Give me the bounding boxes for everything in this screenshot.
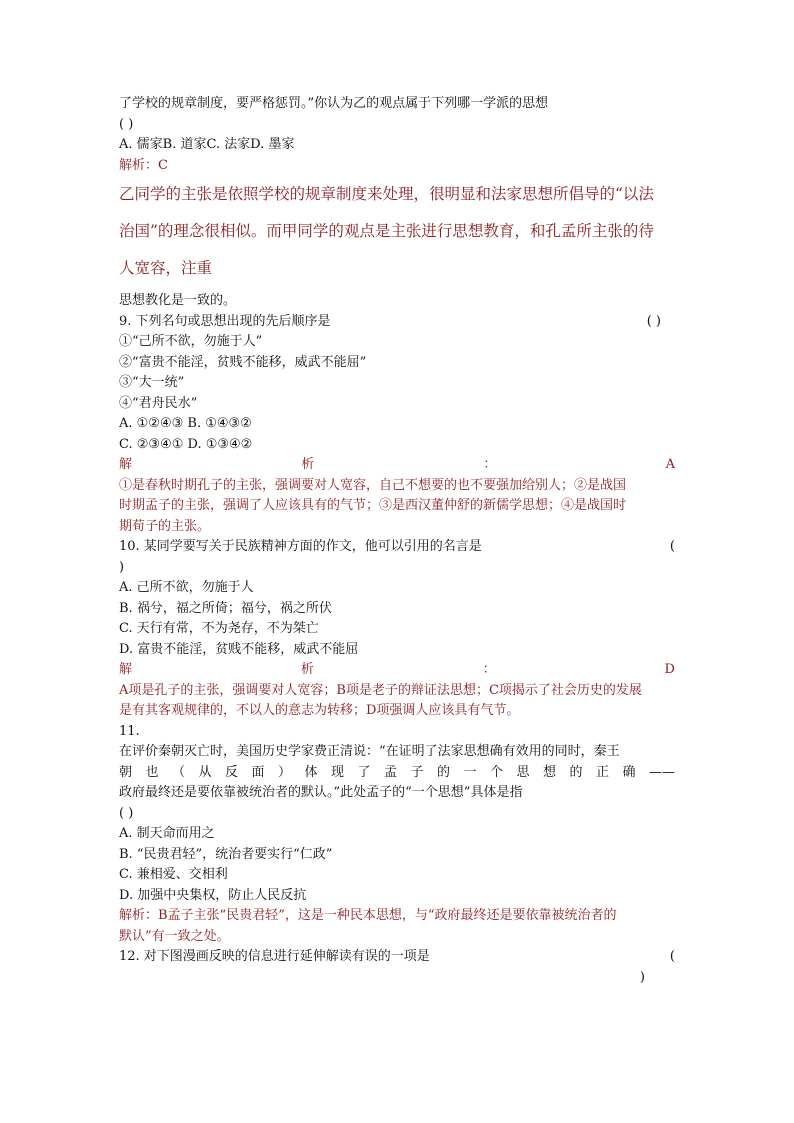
q11-option-c: C. 兼相爱、交相利 xyxy=(119,867,228,882)
q11-number: 11. xyxy=(119,723,140,739)
q10-analysis-char-2: 析 xyxy=(300,662,314,677)
q8-options: A. 儒家B. 道家C. 法家D. 墨家 xyxy=(119,137,295,152)
q12-stem-row xyxy=(119,947,675,968)
q9-answer-paren: ( ) xyxy=(646,313,661,329)
q9-analysis-line-2: 时期孟子的主张，强调了人应该具有的气节；③是西汉董仲舒的新儒学思想；④是战国时 xyxy=(119,498,627,513)
q11-option-b: B. “民贵君轻”，统治者要实行“仁政” xyxy=(119,846,333,862)
q8-analysis-line-2: 治国”的理念很相似。而甲同学的观点是主张进行思想教育，和孔孟所主张的待 xyxy=(119,222,654,240)
q11-stem-char: 一 xyxy=(463,764,477,780)
q11-stem-char: ） xyxy=(278,764,292,780)
q8-stem-tail: 了学校的规章制度，要严格惩罚。”你认为乙的观点属于下列哪一学派的思想 xyxy=(119,96,549,111)
q11-stem-line-2 xyxy=(119,763,675,784)
q11-stem-char: 也 xyxy=(145,764,159,780)
q9-stem-row xyxy=(119,312,675,333)
q9-item-4: ④“君舟民水” xyxy=(119,395,198,411)
q11-analysis-line-2: 默认”有一致之处。 xyxy=(119,928,230,944)
q10-analysis-head xyxy=(119,660,675,681)
q8-analysis-line-3: 人宽容，注重 xyxy=(119,259,213,277)
q10-analysis-colon: ： xyxy=(482,662,496,677)
q10-option-d: D. 富贵不能淫，贫贱不能移，威武不能屈 xyxy=(119,641,359,657)
q11-stem-char: 孟 xyxy=(384,764,398,780)
q9-item-3: ③“大一统” xyxy=(119,375,185,390)
q10-paren-close: ) xyxy=(119,559,125,575)
q9-item-1: ①“己所不欲，勿施于人” xyxy=(119,334,263,349)
q9-analysis-line-1: ①是春秋时期孔子的主张，强调要对人宽容，自己不想要的也不要强加给别人；②是战国 xyxy=(119,477,627,493)
q12-paren-open: ( xyxy=(669,949,675,964)
q9-analysis-head xyxy=(119,455,675,476)
q11-stem-line-1: 在评价秦朝灭亡时，美国历史学家费正清说：“在证明了法家思想确有效用的同时，秦王 xyxy=(119,744,620,759)
q10-paren-open: ( xyxy=(669,539,675,554)
q9-item-2: ②“富贵不能淫，贫贱不能移，威武不能屈” xyxy=(119,354,367,370)
document-content xyxy=(119,94,675,988)
q11-stem-char: 了 xyxy=(357,764,371,780)
q9-analysis-colon: ： xyxy=(483,457,497,472)
q11-stem-char: 子 xyxy=(410,764,424,780)
q11-stem-char: 朝 xyxy=(119,764,133,780)
q11-stem-char: 的 xyxy=(569,764,583,780)
q9-options-1: A. ①②④③ B. ①④③② xyxy=(119,416,252,431)
q10-option-c: C. 天行有常，不为尧存，不为桀亡 xyxy=(119,621,319,636)
q8-analysis-end: 思想教化是一致的。 xyxy=(119,293,237,308)
q9-analysis-answer: A xyxy=(665,457,675,472)
q11-stem-char: 确 xyxy=(622,764,636,780)
q9-analysis-char-1: 解 xyxy=(119,457,133,472)
q10-analysis-char-1: 解 xyxy=(119,662,133,677)
q10-stem-row xyxy=(119,537,675,558)
q8-analysis-line-1: 乙同学的主张是依照学校的规章制度来处理，很明显和法家思想所倡导的“以法 xyxy=(119,185,654,203)
q10-option-b: B. 祸兮，福之所倚；福兮，祸之所伏 xyxy=(119,600,332,616)
q11-stem-char: 面 xyxy=(251,764,265,780)
q11-answer-paren: ( ) xyxy=(119,805,134,821)
q8-answer-paren: ( ) xyxy=(119,116,134,132)
q10-option-a: A. 己所不欲，勿施于人 xyxy=(119,580,254,595)
q11-stem-char: 想 xyxy=(543,764,557,780)
q11-stem-char: 体 xyxy=(304,764,318,780)
q10-analysis-line-1: A项是孔子的主张，强调要对人宽容；B项是老子的辩证法思想；C项揭示了社会历史的发展 xyxy=(119,682,642,698)
q11-analysis-line-1: 解析：B孟子主张“民贵君轻”，这是一种民本思想，与“政府最终还是要依靠被统治者的 xyxy=(119,908,617,923)
q11-option-d: D. 加强中央集权，防止人民反抗 xyxy=(119,887,307,903)
q11-option-a: A. 制天命而用之 xyxy=(119,826,215,841)
q11-stem-char: 个 xyxy=(490,764,504,780)
q11-stem-char: —— xyxy=(649,764,675,780)
q10-analysis-answer: D xyxy=(664,662,675,677)
q10-analysis-line-2: 是有其客观规律的，不以人的意志为转移；D项强调人应该具有气节。 xyxy=(119,703,520,718)
q11-stem-char: 现 xyxy=(331,764,345,780)
q9-stem: 9. 下列名句或思想出现的先后顺序是 xyxy=(119,313,331,329)
q11-stem-char: 的 xyxy=(437,764,451,780)
q11-stem-char: 从 xyxy=(198,764,212,780)
q11-stem-char: 思 xyxy=(516,764,530,780)
q11-stem-char: （ xyxy=(172,764,186,780)
q12-stem: 12. 对下图漫画反映的信息进行延伸解读有误的一项是 xyxy=(119,949,430,964)
q10-stem: 10. 某同学要写关于民族精神方面的作文，他可以引用的名言是 xyxy=(119,539,482,554)
q9-analysis-line-3: 期荀子的主张。 xyxy=(119,518,211,534)
q11-stem-char: 正 xyxy=(596,764,610,780)
q9-analysis-char-2: 析 xyxy=(301,457,315,472)
q8-analysis-label: 解析：C xyxy=(119,157,168,173)
q9-options-2: C. ②③④① D. ①③④② xyxy=(119,436,253,452)
q11-stem-char: 反 xyxy=(225,764,239,780)
q11-stem-line-3: 政府最终还是要依靠被统治者的默认。”此处孟子的“一个思想”具体是指 xyxy=(119,785,523,800)
q12-paren-close: ) xyxy=(639,969,645,985)
